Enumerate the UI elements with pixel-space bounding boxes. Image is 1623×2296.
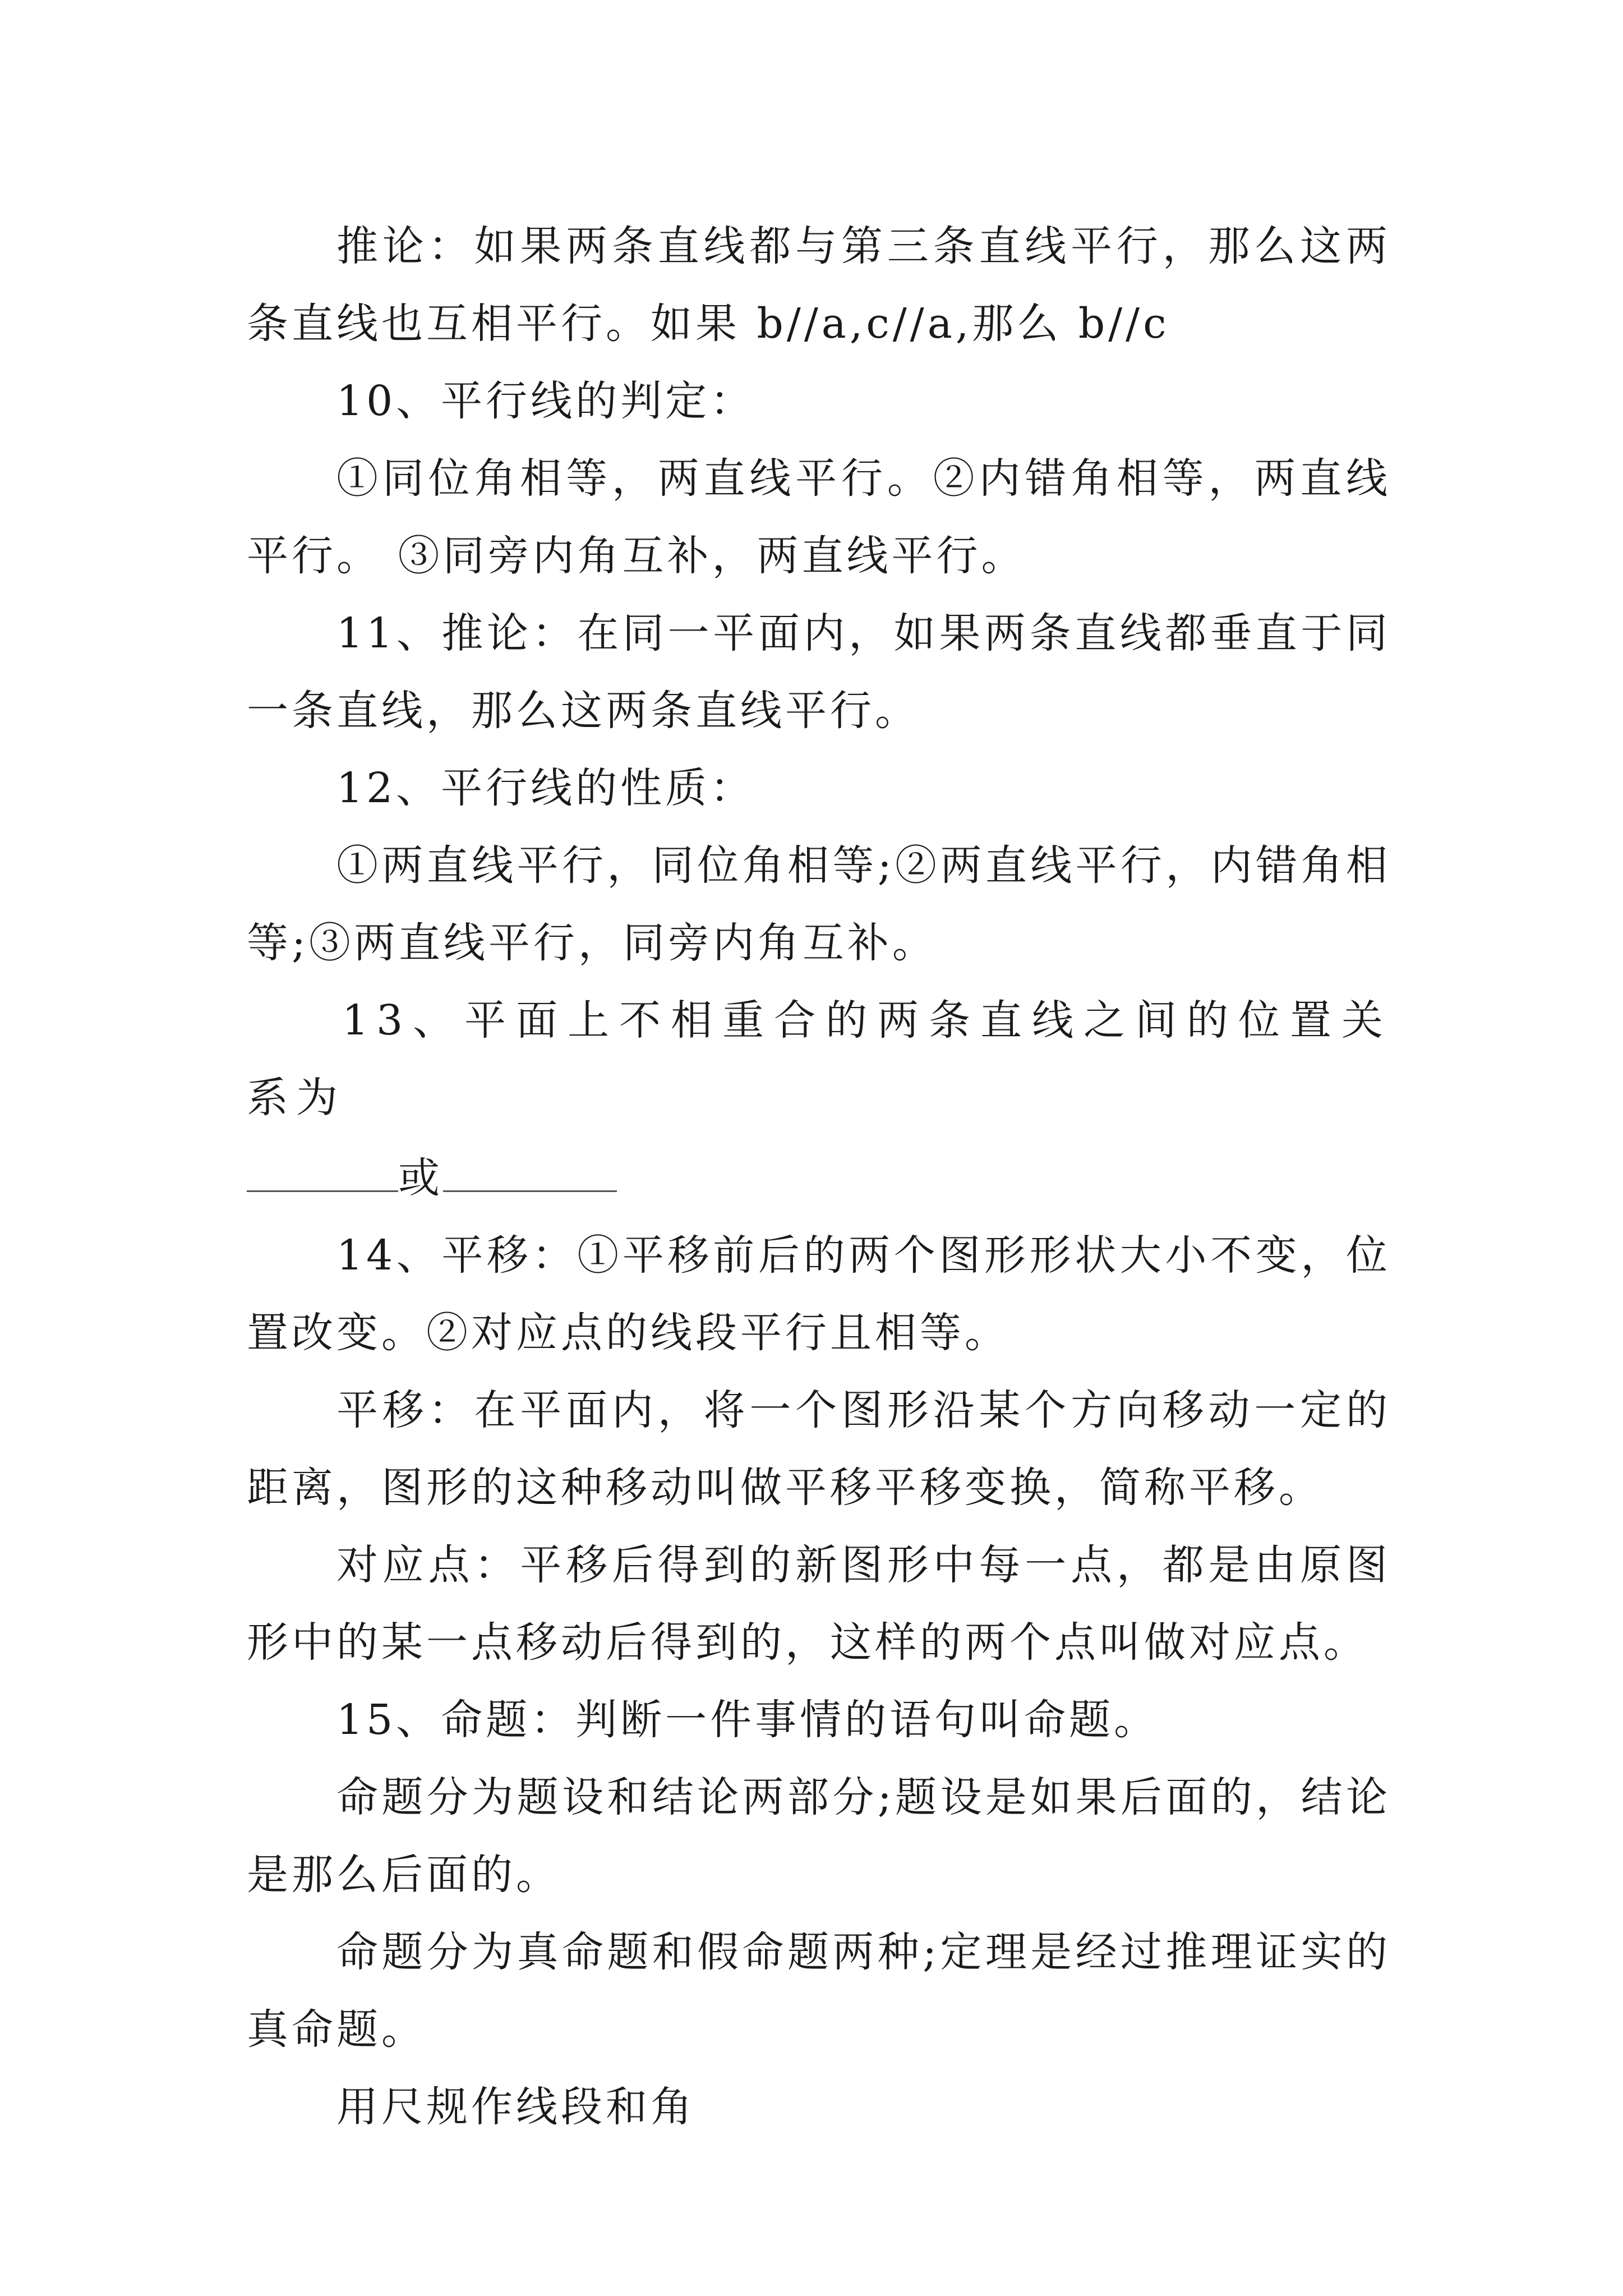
paragraph-corollary-11: 11、推论：在同一平面内，如果两条直线都垂直于同一条直线，那么这两条直线平行。 <box>247 609 1391 735</box>
paragraph-parallel-criteria: ①同位角相等，两直线平行。②内错角相等，两直线平行。 ③同旁内角互补，两直线平行。 <box>247 454 1391 580</box>
paragraph-translation-14: 14、平移：①平移前后的两个图形形状大小不变，位置改变。②对应点的线段平行且相等。 <box>247 1231 1391 1357</box>
document-page <box>247 208 1391 2146</box>
paragraph-heading-12: 12、平行线的性质： <box>336 764 755 812</box>
blank-line-2[interactable] <box>443 1137 617 1192</box>
or-text: 或 <box>398 1154 443 1202</box>
paragraph-parallel-properties: ①两直线平行，同位角相等;②两直线平行，内错角相等;③两直线平行，同旁内角互补。 <box>247 841 1391 967</box>
paragraph-proposition-types: 命题分为真命题和假命题两种;定理是经过推理证实的真命题。 <box>247 1928 1391 2054</box>
paragraph-corresponding-points: 对应点：平移后得到的新图形中每一点，都是由原图形中的某一点移动后得到的，这样的两个点叫做对应点。 <box>247 1541 1391 1667</box>
blank-line-1[interactable] <box>247 1137 398 1192</box>
paragraph-proposition-15: 15、命题：判断一件事情的语句叫命题。 <box>336 1696 1159 1744</box>
paragraph-heading-10: 10、平行线的判定： <box>336 377 755 425</box>
paragraph-heading-13: 13、平面上不相重合的两条直线之间的位置关系为 <box>247 996 1391 1122</box>
paragraph-fill-blank-13 <box>247 1137 1391 1217</box>
paragraph-corollary-parallel: 推论：如果两条直线都与第三条直线平行，那么这两条直线也互相平行。如果 b//a,c//a,那么 b//c <box>247 222 1391 348</box>
paragraph-translation-definition: 平移：在平面内，将一个图形沿某个方向移动一定的距离，图形的这种移动叫做平移平移变换，简称平移。 <box>247 1386 1391 1512</box>
paragraph-proposition-parts: 命题分为题设和结论两部分;题设是如果后面的，结论是那么后面的。 <box>247 1773 1391 1899</box>
paragraph-ruler-compass: 用尺规作线段和角 <box>336 2083 695 2131</box>
